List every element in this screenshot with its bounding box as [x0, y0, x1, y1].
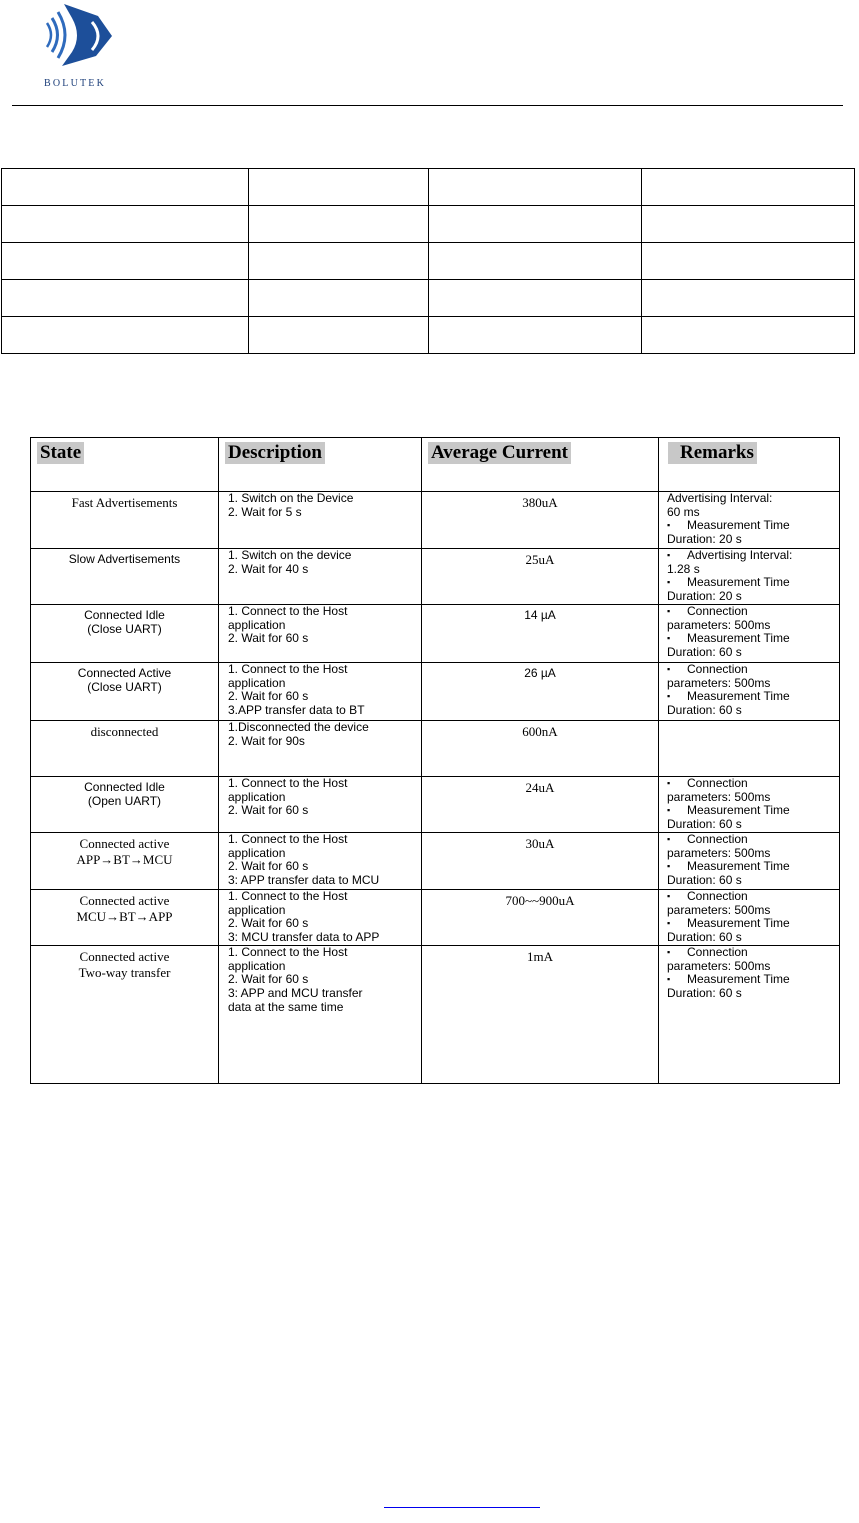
- empty-cell: [642, 169, 855, 206]
- empty-cell: [249, 169, 429, 206]
- description-line: 2. Wait for 40 s: [228, 561, 309, 576]
- description-line: application: [228, 845, 286, 860]
- square-bullet-icon: ▪: [667, 918, 671, 929]
- remarks-text: Connection: [687, 889, 748, 903]
- bolutek-logo-icon: [42, 2, 112, 68]
- remarks-text: Connection: [687, 662, 748, 676]
- description-line: data at the same time: [228, 999, 344, 1014]
- state-line: Connected active: [79, 836, 170, 851]
- remarks-cell: [659, 833, 840, 890]
- table-row: [31, 777, 840, 833]
- empty-cell: [429, 169, 642, 206]
- table-row: [31, 492, 840, 549]
- remarks-cell: [659, 492, 840, 549]
- remarks-line: [667, 663, 837, 677]
- average-current-cell: 380uA: [422, 492, 659, 549]
- state-line: Connected Idle: [84, 608, 165, 622]
- empty-cell: [2, 243, 249, 280]
- remarks-line: [667, 619, 837, 633]
- remarks-text: parameters: 500ms: [667, 617, 771, 632]
- description-line: 2. Wait for 60 s: [228, 916, 309, 931]
- remarks-line: [667, 777, 837, 791]
- square-bullet-icon: ▪: [667, 577, 671, 588]
- state-cell: [31, 605, 219, 663]
- description-cell: [219, 549, 422, 605]
- table-row: [31, 663, 840, 721]
- remarks-line: [667, 860, 837, 874]
- remarks-cell: [659, 946, 840, 1084]
- square-bullet-icon: ▪: [667, 664, 671, 674]
- empty-cell: [429, 206, 642, 243]
- remarks-text: parameters: 500ms: [667, 902, 771, 917]
- remarks-line: [667, 677, 837, 691]
- company-logo: [28, 2, 122, 90]
- description-line: 1. Connect to the Host: [228, 889, 348, 903]
- remarks-text: Duration: 60 s: [667, 703, 742, 718]
- state-cell: [31, 492, 219, 549]
- empty-cell: [2, 280, 249, 317]
- remarks-text: Connection: [687, 776, 748, 790]
- table-row: [2, 243, 855, 280]
- header-state: State: [31, 438, 219, 492]
- table-row: [31, 549, 840, 605]
- average-current-cell: 24uA: [422, 777, 659, 833]
- square-bullet-icon: ▪: [667, 778, 671, 788]
- state-line: APP→BT→MCU: [76, 852, 173, 867]
- description-line: application: [228, 789, 286, 804]
- average-current-cell: 14 µA: [422, 605, 659, 663]
- remarks-text: parameters: 500ms: [667, 845, 771, 860]
- table-body: [31, 492, 840, 1084]
- state-line: MCU→BT→APP: [76, 909, 173, 924]
- remarks-text: parameters: 500ms: [667, 958, 771, 973]
- remarks-text: Advertising Interval:: [667, 491, 773, 505]
- state-line: Connected active: [79, 893, 170, 908]
- remarks-text: Measurement Time: [687, 575, 790, 590]
- empty-cell: [642, 280, 855, 317]
- remarks-text: Duration: 60 s: [667, 873, 742, 888]
- remarks-text: Measurement Time: [687, 972, 790, 987]
- remarks-text: Duration: 60 s: [667, 645, 742, 660]
- description-line: 1. Switch on the device: [228, 548, 352, 562]
- description-line: 3: APP and MCU transfer: [228, 986, 363, 1001]
- remarks-line: [667, 960, 837, 974]
- remarks-text: Duration: 20 s: [667, 589, 742, 604]
- remarks-text: Connection: [687, 945, 748, 959]
- square-bullet-icon: ▪: [667, 633, 671, 644]
- remarks-line: [667, 519, 837, 533]
- state-cell: [31, 663, 219, 721]
- empty-cell: [429, 317, 642, 354]
- remarks-text: 1.28 s: [667, 561, 700, 576]
- state-line: Connected Active: [77, 666, 172, 680]
- description-line: 1. Connect to the Host: [228, 776, 348, 790]
- description-line: application: [228, 617, 286, 632]
- remarks-line: [667, 590, 837, 604]
- description-line: 1. Connect to the Host: [228, 832, 348, 846]
- current-consumption-table: [30, 437, 840, 1084]
- square-bullet-icon: ▪: [667, 691, 671, 702]
- table-row: [31, 833, 840, 890]
- description-line: 2. Wait for 90s: [228, 733, 305, 748]
- remarks-line: [667, 847, 837, 861]
- state-cell: [31, 777, 219, 833]
- empty-grid-table: [1, 168, 855, 354]
- square-bullet-icon: ▪: [667, 891, 671, 901]
- remarks-cell: [659, 890, 840, 946]
- description-line: application: [228, 675, 286, 690]
- empty-cell: [2, 206, 249, 243]
- square-bullet-icon: ▪: [667, 520, 671, 531]
- header-description: Description: [219, 438, 422, 492]
- description-line: 2. Wait for 5 s: [228, 504, 302, 519]
- logo-wordmark: BOLUTEK: [43, 78, 107, 89]
- description-cell: [219, 605, 422, 663]
- remarks-text: Duration: 20 s: [667, 532, 742, 547]
- state-cell: [31, 721, 219, 777]
- average-current-cell: 30uA: [422, 833, 659, 890]
- state-line: (Close UART): [87, 622, 162, 636]
- remarks-text: 60 ms: [667, 504, 700, 519]
- square-bullet-icon: ▪: [667, 606, 671, 616]
- description-cell: [219, 833, 422, 890]
- remarks-line: [667, 973, 837, 987]
- empty-cell: [642, 206, 855, 243]
- square-bullet-icon: ▪: [667, 947, 671, 957]
- remarks-line: [667, 492, 837, 506]
- table-row: [31, 605, 840, 663]
- state-line: Two-way transfer: [78, 965, 171, 980]
- remarks-text: Measurement Time: [687, 859, 790, 874]
- state-cell: [31, 549, 219, 605]
- description-cell: [219, 721, 422, 777]
- table-header-row: [31, 438, 840, 492]
- description-line: 3.APP transfer data to BT: [228, 703, 365, 718]
- remarks-line: [667, 605, 837, 619]
- empty-cell: [249, 243, 429, 280]
- remarks-line: [667, 890, 837, 904]
- remarks-line: [667, 833, 837, 847]
- remarks-cell: [659, 549, 840, 605]
- remarks-text: Measurement Time: [687, 803, 790, 818]
- empty-cell: [249, 317, 429, 354]
- description-line: 2. Wait for 60 s: [228, 972, 309, 987]
- description-line: 2. Wait for 60 s: [228, 859, 309, 874]
- remarks-line: [667, 549, 837, 563]
- remarks-line: [667, 704, 837, 718]
- average-current-cell: 25uA: [422, 549, 659, 605]
- remarks-text: Measurement Time: [687, 518, 790, 533]
- description-cell: [219, 946, 422, 1084]
- table-row: [31, 946, 840, 1084]
- remarks-line: [667, 632, 837, 646]
- description-cell: [219, 777, 422, 833]
- table-row: [31, 890, 840, 946]
- state-line: disconnected: [90, 724, 159, 739]
- description-line: 1. Switch on the Device: [228, 491, 354, 505]
- description-line: 3: APP transfer data to MCU: [228, 873, 380, 888]
- remarks-text: parameters: 500ms: [667, 675, 771, 690]
- square-bullet-icon: ▪: [667, 550, 671, 560]
- header-divider: [12, 105, 843, 106]
- description-line: 1.Disconnected the device: [228, 720, 369, 734]
- table-row: [2, 280, 855, 317]
- description-line: application: [228, 958, 286, 973]
- remarks-line: [667, 904, 837, 918]
- remarks-cell: [659, 605, 840, 663]
- table-row: [2, 169, 855, 206]
- state-cell: [31, 946, 219, 1084]
- remarks-text: Advertising Interval:: [687, 548, 793, 562]
- average-current-cell: 26 µA: [422, 663, 659, 721]
- description-line: 1. Connect to the Host: [228, 945, 348, 959]
- remarks-line: [667, 791, 837, 805]
- remarks-line: [667, 506, 837, 520]
- description-cell: [219, 890, 422, 946]
- remarks-line: [667, 804, 837, 818]
- empty-cell: [429, 280, 642, 317]
- empty-cell: [642, 243, 855, 280]
- header-average-current: Average Current: [422, 438, 659, 492]
- empty-cell: [2, 169, 249, 206]
- remarks-line: [667, 690, 837, 704]
- empty-cell: [2, 317, 249, 354]
- state-line: (Close UART): [87, 680, 162, 694]
- state-cell: [31, 833, 219, 890]
- remarks-line: [667, 874, 837, 888]
- table-row: [31, 721, 840, 777]
- header-remarks: Remarks: [659, 438, 840, 492]
- empty-cell: [249, 280, 429, 317]
- remarks-line: [667, 533, 837, 547]
- description-cell: [219, 492, 422, 549]
- description-cell: [219, 663, 422, 721]
- square-bullet-icon: ▪: [667, 834, 671, 844]
- average-current-cell: 1mA: [422, 946, 659, 1084]
- description-line: 2. Wait for 60 s: [228, 631, 309, 646]
- average-current-cell: 700~~900uA: [422, 890, 659, 946]
- state-line: Connected active: [79, 949, 170, 964]
- remarks-cell: [659, 777, 840, 833]
- description-line: application: [228, 902, 286, 917]
- remarks-cell: [659, 663, 840, 721]
- footer-link-underline[interactable]: [384, 1507, 540, 1508]
- remarks-text: parameters: 500ms: [667, 789, 771, 804]
- remarks-text: Measurement Time: [687, 631, 790, 646]
- remarks-line: [667, 576, 837, 590]
- remarks-line: [667, 818, 837, 832]
- remarks-line: [667, 987, 837, 1001]
- table-row: [2, 317, 855, 354]
- empty-cell: [642, 317, 855, 354]
- average-current-cell: 600nA: [422, 721, 659, 777]
- description-line: 3: MCU transfer data to APP: [228, 930, 380, 945]
- state-line: Fast Advertisements: [71, 495, 178, 510]
- state-cell: [31, 890, 219, 946]
- remarks-text: Measurement Time: [687, 916, 790, 931]
- remarks-text: Duration: 60 s: [667, 986, 742, 1001]
- description-line: 1. Connect to the Host: [228, 662, 348, 676]
- square-bullet-icon: ▪: [667, 805, 671, 816]
- empty-cell: [429, 243, 642, 280]
- description-line: 1. Connect to the Host: [228, 604, 348, 618]
- description-line: 2. Wait for 60 s: [228, 803, 309, 818]
- remarks-text: Measurement Time: [687, 689, 790, 704]
- square-bullet-icon: ▪: [667, 974, 671, 985]
- table-row: [2, 206, 855, 243]
- remarks-line: [667, 563, 837, 577]
- remarks-text: Duration: 60 s: [667, 930, 742, 945]
- remarks-line: [667, 917, 837, 931]
- remarks-line: [667, 946, 837, 960]
- remarks-text: Duration: 60 s: [667, 817, 742, 832]
- square-bullet-icon: ▪: [667, 861, 671, 872]
- remarks-text: Connection: [687, 604, 748, 618]
- remarks-line: [667, 931, 837, 945]
- empty-cell: [249, 206, 429, 243]
- remarks-text: Connection: [687, 832, 748, 846]
- state-line: Connected Idle: [84, 780, 165, 794]
- state-line: Slow Advertisements: [68, 552, 181, 566]
- remarks-cell: [659, 721, 840, 777]
- state-line: (Open UART): [87, 794, 162, 808]
- description-line: 2. Wait for 60 s: [228, 689, 309, 704]
- remarks-line: [667, 646, 837, 660]
